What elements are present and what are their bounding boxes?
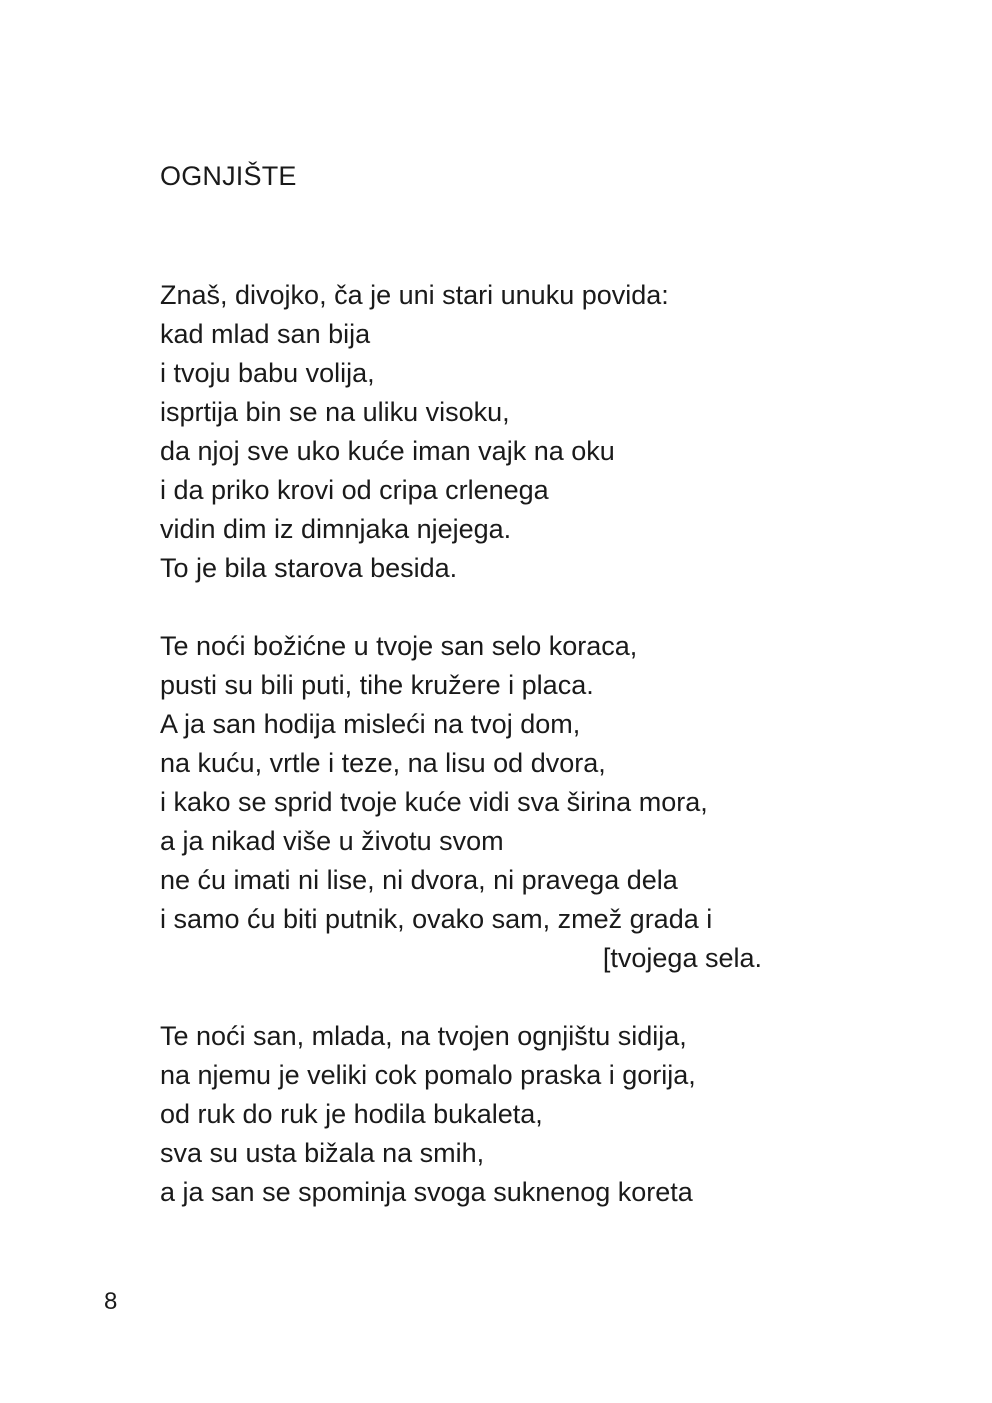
- poem-line: na njemu je veliki cok pomalo praska i gorija,: [160, 1060, 696, 1090]
- poem-line: sva su usta bižala na smih,: [160, 1138, 485, 1168]
- poem-line: a ja nikad više u životu svom: [160, 826, 504, 856]
- poem-line: A ja san hodija misleći na tvoj dom,: [160, 709, 581, 739]
- poem-line: isprtija bin se na uliku visoku,: [160, 397, 510, 427]
- poem-line: Te noći san, mlada, na tvojen ognjištu sidija,: [160, 1021, 687, 1051]
- page-number: 8: [104, 1288, 118, 1315]
- stanza-3: [160, 1017, 800, 1212]
- poem-line: od ruk do ruk je hodila bukaleta,: [160, 1099, 543, 1129]
- poem-line: i samo ću biti putnik, ovako sam, zmež grada i: [160, 904, 713, 934]
- poem-line: kad mlad san bija: [160, 319, 371, 349]
- poem-line: i kako se sprid tvoje kuće vidi sva širina mora,: [160, 787, 708, 817]
- poem-line-continuation: [tvojega sela.: [602, 943, 762, 973]
- poem-line: na kuću, vrtle i teze, na lisu od dvora,: [160, 748, 606, 778]
- poem-line: Znaš, divojko, ča je uni stari unuku povida:: [160, 280, 669, 310]
- stanza-2: [160, 627, 800, 978]
- poem-line: i tvoju babu volija,: [160, 358, 375, 388]
- poem-line: i da priko krovi od cripa crlenega: [160, 475, 549, 505]
- poem-line: da njoj sve uko kuće iman vajk na oku: [160, 436, 615, 466]
- poem-line: pusti su bili puti, tihe kružere i placa.: [160, 670, 594, 700]
- poem-body: [160, 276, 800, 1251]
- poem-line: ne ću imati ni lise, ni dvora, ni pravega dela: [160, 865, 678, 895]
- poem-title: OGNJIŠTE: [160, 161, 297, 191]
- poem-line: To je bila starova besida.: [160, 553, 458, 583]
- poem-line: Te noći božićne u tvoje san selo koraca,: [160, 631, 638, 661]
- stanza-1: [160, 276, 800, 588]
- poem-line: a ja san se spominja svoga suknenog koreta: [160, 1177, 693, 1207]
- poem-line: vidin dim iz dimnjaka njejega.: [160, 514, 512, 544]
